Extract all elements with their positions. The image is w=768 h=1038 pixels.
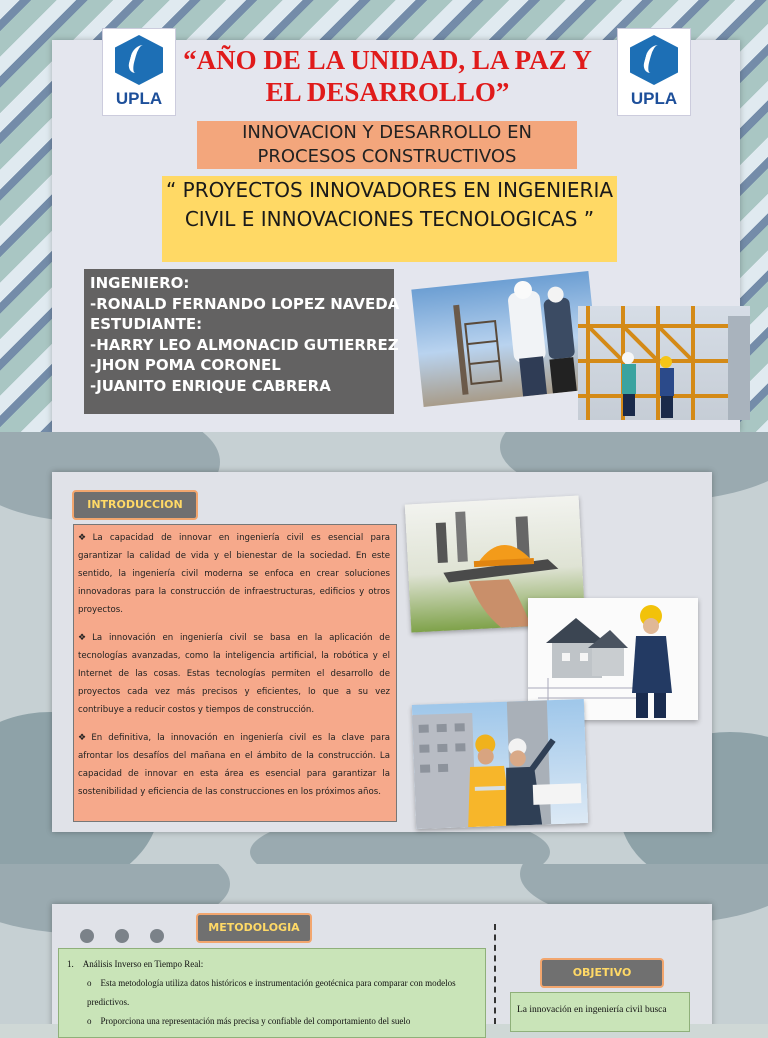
method-bullet-text: Proporciona una representación más precisa y confiable del comportamiento del suelo <box>100 1016 411 1026</box>
intro-paragraph <box>78 529 390 619</box>
team-line: -JHON POMA CORONEL <box>90 356 281 374</box>
introduccion-label: INTRODUCCION <box>72 490 198 520</box>
method-item <box>67 955 477 974</box>
method-bullet <box>67 1012 477 1031</box>
logo-text: UPLA <box>115 89 163 108</box>
intro-paragraph <box>78 629 390 719</box>
decorative-dot <box>115 929 129 943</box>
course-title: INNOVACION Y DESARROLLO EN PROCESOS CONSTRUCTIVOS <box>197 121 577 169</box>
team-line: ESTUDIANTE: <box>90 315 203 333</box>
method-title: Análisis Inverso en Tiempo Real: <box>82 959 204 969</box>
project-topic: “ PROYECTOS INNOVADORES EN INGENIERIA CIVIL E INNOVACIONES TECNOLOGICAS ” <box>162 176 617 262</box>
method-bullet <box>67 974 477 1012</box>
upla-logo-right <box>617 28 691 116</box>
decorative-dot <box>80 929 94 943</box>
team-line: INGENIERO: <box>90 274 190 292</box>
construction-photo-scaffold <box>578 306 750 420</box>
diamond-bullet-icon: ❖ <box>78 733 90 743</box>
intro-paragraph-text: En definitiva, la innovación en ingeniería civil es la clave para afrontar los desafíos del mañana en el ámbito de la construcción. La capacidad de innovar en esta área es esencial para garantizar la sostenibilidad y eficiencia de las construcciones en los próximos años. <box>78 733 390 797</box>
year-title: “AÑO DE LA UNIDAD, LA PAZ Y EL DESARROLLO” <box>183 45 592 107</box>
circle-bullet-icon: o <box>87 978 92 988</box>
objetivo-label: OBJETIVO <box>540 958 664 988</box>
intro-paragraph-text: La capacidad de innovar en ingeniería civil es esencial para garantizar la calidad de vida y el bienestar de la sociedad. En este sentido, la ingeniería civil moderna se enfoca en crear soluciones innovadoras para la construcción de infraestructuras, edificios y otros proyectos. <box>78 533 390 615</box>
method-number: 1. <box>67 959 74 969</box>
objective-text-box: La innovación en ingeniería civil busca <box>510 992 690 1032</box>
construction-photo-engineers <box>411 271 600 407</box>
decorative-dot <box>150 929 164 943</box>
introduction-text-box <box>73 524 397 822</box>
intro-paragraph-text: La innovación en ingeniería civil se basa en la aplicación de tecnologías avanzadas, como la inteligencia artificial, la robótica y el Internet de las cosas. Estas tecnologías permiten el desarrollo de proyectos cada vez más precisos y eficientes, lo que a su vez contribuye a reducir costos y tiempos de construcción. <box>78 633 390 715</box>
intro-paragraph <box>78 729 390 801</box>
metodologia-label: METODOLOGIA <box>196 913 312 943</box>
diamond-bullet-icon: ❖ <box>78 533 91 543</box>
upla-logo-left <box>102 28 176 116</box>
team-line: -HARRY LEO ALMONACID GUTIERREZ <box>90 335 399 354</box>
diamond-bullet-icon: ❖ <box>78 633 91 643</box>
team-line: -RONALD FERNANDO LOPEZ NAVEDA <box>90 294 400 313</box>
team-box <box>84 269 400 414</box>
team-line: -JUANITO ENRIQUE CABRERA <box>90 376 331 395</box>
method-bullet-text: Esta metodología utiliza datos históricos e instrumentación geotécnica para comparar con modelos predictivos. <box>87 978 456 1007</box>
logo-text: UPLA <box>630 89 678 108</box>
circle-bullet-icon: o <box>87 1016 92 1026</box>
title-slide <box>0 0 768 432</box>
dashed-divider <box>494 924 496 1024</box>
methodology-box <box>58 948 486 1038</box>
photo-engineers-building <box>412 699 588 829</box>
